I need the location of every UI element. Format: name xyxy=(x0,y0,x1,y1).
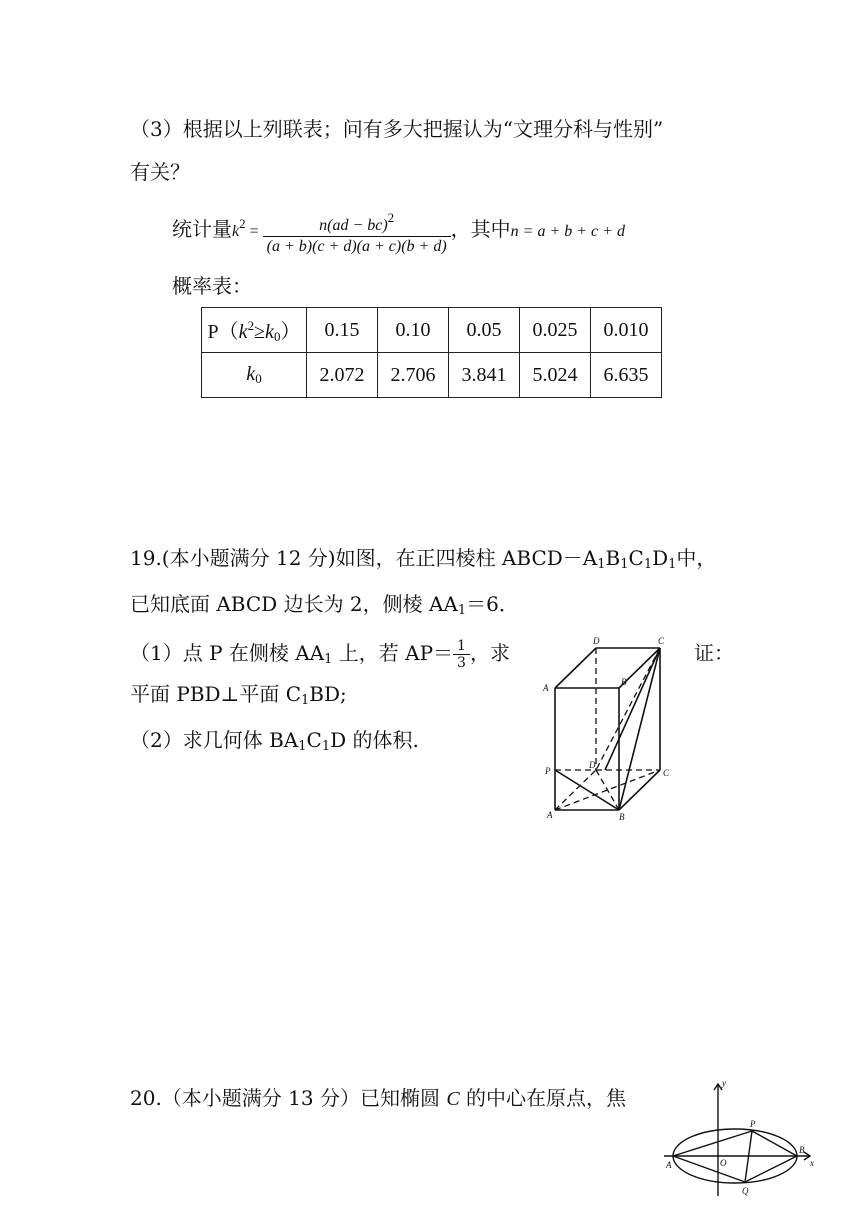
table-cell: 2.072 xyxy=(307,353,378,398)
label-C: C xyxy=(663,768,670,778)
q20-line: 20.（本小题满分 13 分）已知椭圆 C 的中心在原点，焦 xyxy=(130,1086,627,1110)
ap-fraction: $\frac{1}{3}$ xyxy=(453,638,470,671)
table-cell: 5.024 xyxy=(520,353,591,398)
stat-label: 统计量 xyxy=(172,217,232,241)
edge xyxy=(619,770,660,810)
edge xyxy=(605,648,660,770)
q19-line1: 19.(本小题满分 12 分)如图，在正四棱柱 $ABCD-A_1B_1C_1D_1$中， xyxy=(130,546,717,572)
label-D1: D xyxy=(593,636,600,646)
q18-part3-line1: （3）根据以上列联表；问有多大把握认为“文理分科与性别” xyxy=(130,117,664,141)
edge xyxy=(619,648,660,810)
q19-part1-line1-end: 证： xyxy=(694,641,734,665)
edge xyxy=(555,770,619,810)
q18-part3-line2: 有关？ xyxy=(130,160,190,184)
label-D: D xyxy=(589,760,596,770)
table-cell: 6.635 xyxy=(591,353,662,398)
label-P: P xyxy=(750,1119,756,1129)
label-B: B xyxy=(619,812,625,822)
q18-table-title: 概率表： xyxy=(172,274,252,298)
q18-statistic-formula xyxy=(172,206,625,255)
table-cell: 3.841 xyxy=(449,353,520,398)
stat-numerator: n(ad − bc)$^2$ xyxy=(263,208,451,237)
label-A: A xyxy=(547,810,553,820)
label-B1: B xyxy=(621,677,627,687)
label-x: x xyxy=(810,1158,814,1168)
q19-line2: 已知底面 ABCD 边长为 2，侧棱 $AA_1=6$． xyxy=(130,592,519,618)
stat-k-sup: 2 xyxy=(239,216,246,231)
line-AP xyxy=(673,1131,752,1156)
probability-table xyxy=(201,307,662,398)
label-B: B xyxy=(799,1145,805,1155)
prism-figure xyxy=(535,630,685,825)
where-label: ，其中 xyxy=(450,217,511,241)
hidden-edge xyxy=(596,648,660,770)
table-cell: 2.706 xyxy=(378,353,449,398)
label-O: O xyxy=(720,1158,727,1168)
hidden-edge xyxy=(555,770,596,810)
table-cell: 0.05 xyxy=(449,308,520,353)
table-header-p: $P(k^2\ge k_0)$ xyxy=(202,308,307,353)
table-cell: 0.10 xyxy=(378,308,449,353)
label-C1: C xyxy=(658,636,665,646)
table-header-k0: $k_0$ xyxy=(202,353,307,398)
label-A: A xyxy=(666,1160,672,1170)
hidden-edge xyxy=(596,770,619,810)
q19-part1-line1: （1）点 P 在侧棱 $AA_1$ 上，若 AP＝ $\frac{1}{3}$ ，求 xyxy=(130,638,510,671)
label-Q: Q xyxy=(742,1186,749,1196)
stat-k: k xyxy=(232,223,240,240)
label-A1: A xyxy=(543,683,549,693)
line-AQ xyxy=(673,1156,745,1182)
stat-denominator: (a + b)(c + d)(a + c)(b + d) xyxy=(266,237,447,255)
ellipse-figure xyxy=(660,1076,820,1201)
q19-part2: （2）求几何体 $BA_1C_1D$ 的体积. xyxy=(130,728,419,754)
stat-eq: = xyxy=(245,223,263,240)
q19-part1-line2: 平面 PBD⊥平面 $C_1BD$; xyxy=(130,682,347,708)
where-formula: n = a + b + c + d xyxy=(510,223,625,240)
table-cell: 0.010 xyxy=(591,308,662,353)
table-cell: 0.025 xyxy=(520,308,591,353)
table-row xyxy=(202,308,662,353)
table-cell: 0.15 xyxy=(307,308,378,353)
edge xyxy=(555,648,596,688)
label-P: P xyxy=(545,766,551,776)
label-y: y xyxy=(722,1078,726,1088)
table-row xyxy=(202,353,662,398)
stat-fraction xyxy=(263,208,451,257)
